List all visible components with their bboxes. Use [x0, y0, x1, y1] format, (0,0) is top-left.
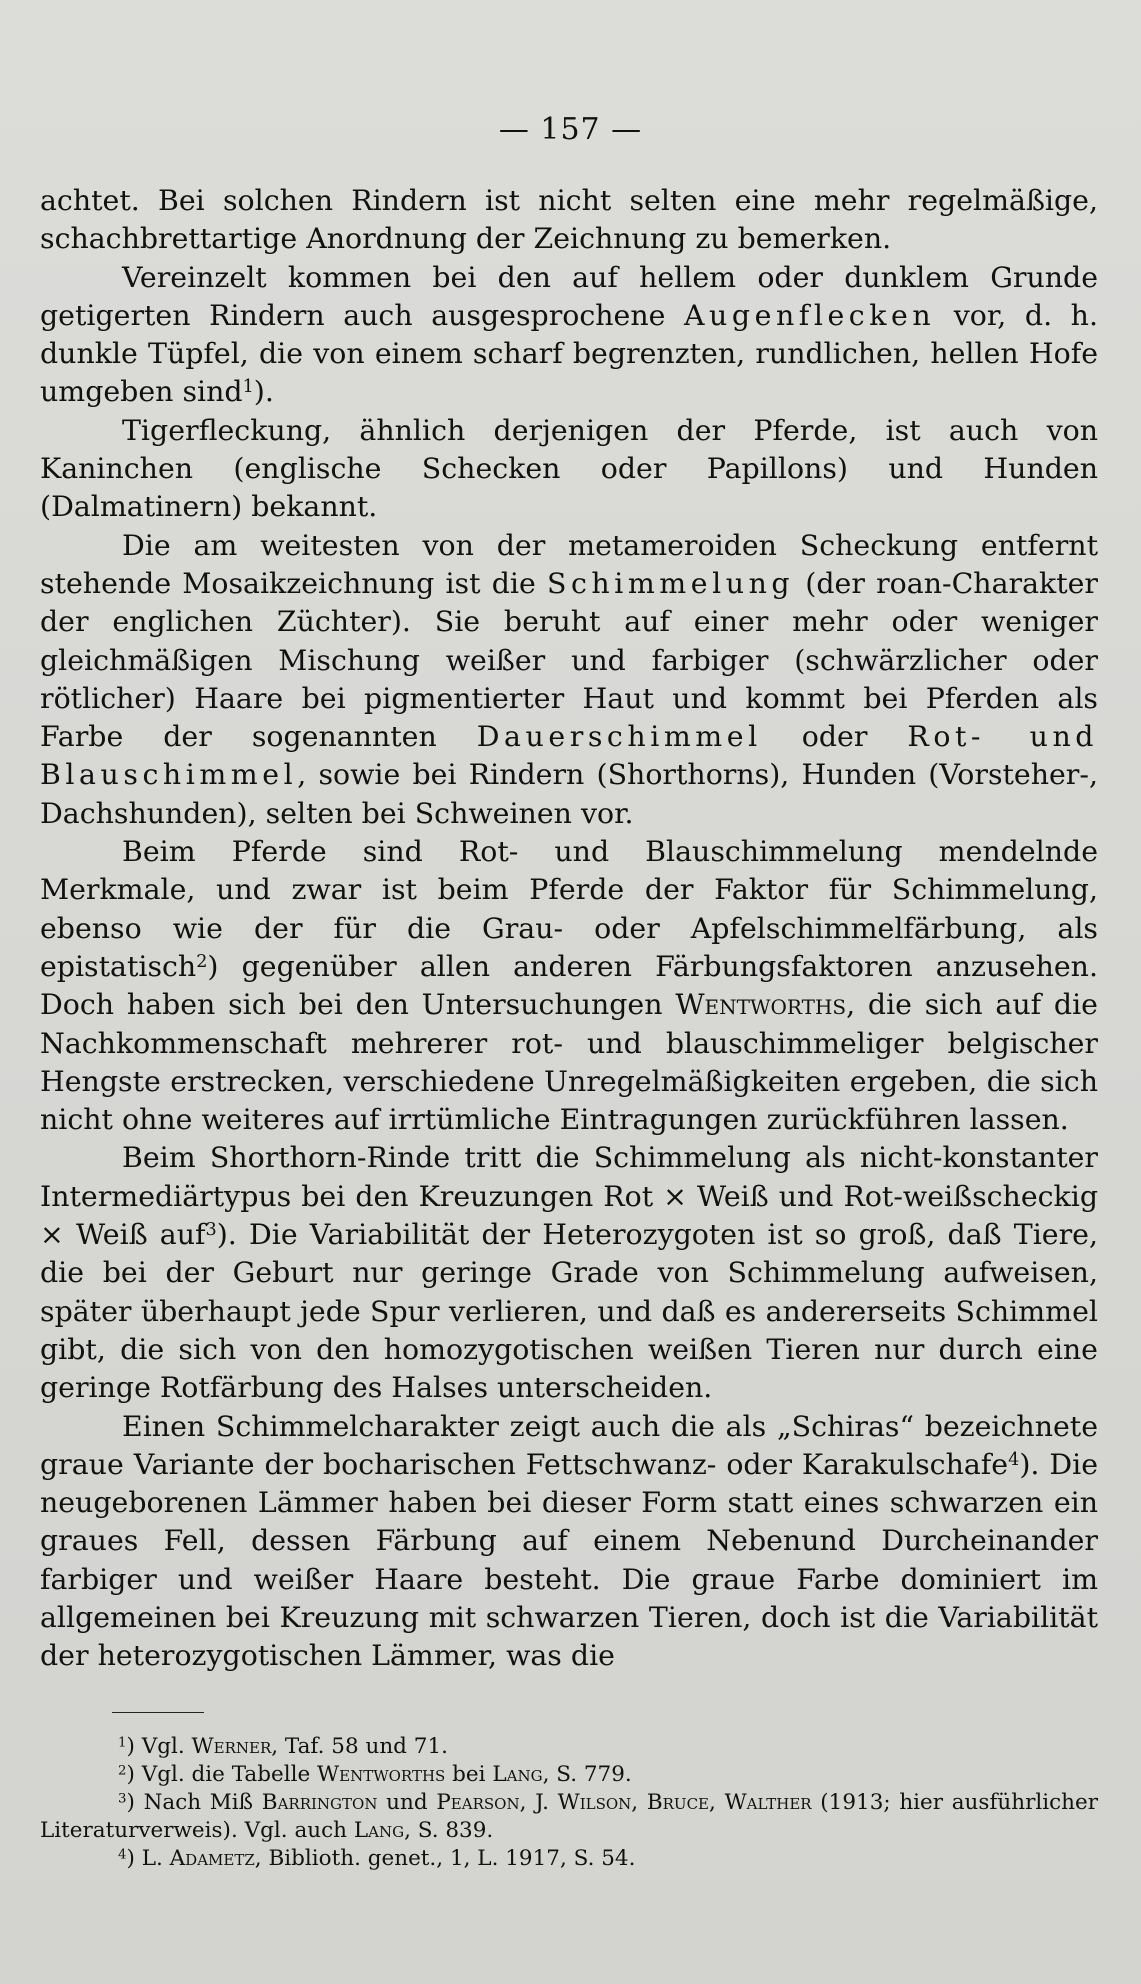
footnote-ref: 4: [118, 1847, 127, 1863]
text-run: ) L.: [126, 1846, 170, 1871]
text-run: , Taf. 58 und 71.: [271, 1734, 448, 1759]
text-run: achtet. Bei solchen Rindern ist nicht selten eine mehr regelmäßige, schachbrettartige Anordnung der Zeichnung zu bemerken.: [40, 184, 1098, 256]
text-run: , die sich auf die Nachkommenschaft mehrerer rot- und blauschimmeliger belgischer Hengste erstrecken, verschiedene Unregelmäßigkeiten ergeben, die sich nicht ohne weiteres auf irrtümliche Eintragungen zurückführen lassen.: [40, 988, 1098, 1137]
spaced-term: Augenflecken: [684, 298, 936, 332]
text-run: bei: [445, 1762, 493, 1787]
text-run: ) gegenüber allen anderen Färbungsfaktoren anzusehen. Doch haben sich bei den Untersuchungen: [40, 949, 1098, 1022]
page-number: — 157 —: [498, 112, 643, 147]
spaced-term: Dauerschimmel: [476, 720, 762, 754]
paragraph-karakul: [40, 1408, 1098, 1676]
author-name: Walther: [724, 1790, 812, 1815]
footnote-4: [40, 1845, 1098, 1873]
footnote-1: [40, 1733, 1098, 1761]
footnote-3: [40, 1789, 1098, 1845]
text-run: ). Die neugeborenen Lämmer haben bei dieser Form statt eines schwarzen ein graues Fell, dessen Färbung auf einem Nebenund Durcheinander farbiger und weißer Haare besteht. Die graue Farbe dominiert im allgemeinen bei Kreuzung mit schwarzen Tieren, doch ist die Variabilität der heterozygotischen Lämmer, was die: [40, 1447, 1098, 1673]
text-run: , S. 839.: [404, 1818, 494, 1843]
author-name: Wentworths: [317, 1762, 446, 1787]
paragraph-continuation: [40, 182, 1098, 259]
text-run: , sowie bei Rindern (Shorthorns), Hunden (Vorsteher-, Dachshunden), selten bei Schweinen vor.: [40, 758, 1098, 830]
footnote-ref: 2: [118, 1763, 127, 1779]
author-name: Lang: [353, 1818, 405, 1843]
text-run: ,: [631, 1790, 647, 1815]
text-run: ).: [253, 375, 274, 409]
author-name: Wilson: [557, 1790, 632, 1815]
text-run: Beim Shorthorn-Rinde tritt die Schimmelung als nicht-konstanter Intermediärtypus bei den Kreuzungen Rot × Weiß und Rot-weißscheckig × Weiß auf: [40, 1141, 1098, 1252]
author-name: Pearson: [436, 1790, 520, 1815]
footnote-ref: 1: [242, 377, 254, 398]
author-name: Lang: [492, 1762, 543, 1787]
footnote-ref: 3: [205, 1220, 217, 1241]
author-name: Adametz: [169, 1846, 255, 1871]
footnote-2: [40, 1761, 1098, 1789]
text-run: , S. 779.: [542, 1762, 632, 1787]
text-run: oder: [761, 720, 908, 754]
text-run: vor, d. h. dunkle Tüpfel, die von einem scharf begrenzten, rundlichen, hellen Hofe umgeben sind: [40, 298, 1098, 409]
author-name: Barrington: [261, 1790, 378, 1815]
footnote-ref: 2: [196, 952, 208, 973]
footnote-ref: 3: [118, 1791, 127, 1807]
text-run: ,: [709, 1790, 725, 1815]
text-run: , J.: [519, 1790, 558, 1815]
text-run: (1913; hier ausführlicher Literaturverweis). Vgl. auch: [40, 1790, 1099, 1843]
text-run: , Biblioth. genet., 1, L. 1917, S. 54.: [254, 1846, 636, 1871]
footnote-ref: 4: [1008, 1450, 1020, 1470]
author-name: Bruce: [646, 1790, 710, 1815]
text-run: und: [377, 1790, 437, 1815]
text-run: ) Nach Miß: [126, 1790, 262, 1815]
body-text: [40, 182, 1098, 1676]
text-run: Einen Schimmelcharakter zeigt auch die als „Schiras“ bezeichnete graue Variante der bocharischen Fettschwanz- oder Karakulschafe: [40, 1409, 1098, 1481]
paragraph-augenflecken: [40, 259, 1098, 412]
footnotes: [40, 1733, 1098, 1873]
spaced-term: Rot- und Blauschimmel: [40, 720, 1098, 792]
paragraph-shorthorn: [40, 1139, 1098, 1407]
author-name: Werner: [191, 1734, 272, 1759]
footnote-divider: [112, 1712, 204, 1713]
paragraph-schimmelung: [40, 527, 1098, 833]
text-run: Die am weitesten von der metameroiden Scheckung entfernt stehende Mosaikzeichnung ist die: [40, 528, 1098, 600]
footnote-ref: 1: [118, 1735, 127, 1751]
spaced-term: Schimmelung: [546, 566, 795, 600]
text-run: Beim Pferde sind Rot- und Blauschimmelung mendelnde Merkmale, und zwar ist beim Pferde der Faktor für Schimmelung, ebenso wie der für die Grau- oder Apfelschimmelfärbung, als epistatisch: [40, 835, 1098, 983]
text-run: ) Vgl. die Tabelle: [126, 1762, 318, 1787]
text-run: ) Vgl.: [126, 1734, 192, 1759]
author-name: Wentworths: [675, 988, 847, 1022]
text-run: (der roan-Charakter der englichen Züchter). Sie beruht auf einer mehr oder weniger gleichmäßigen Mischung weißer und farbiger (schwärzlicher oder rötlicher) Haare bei pigmentierter Haut und kommt bei Pferden als Farbe der sogenannten: [40, 566, 1098, 754]
text-run: ). Die Variabilität der Heterozygoten ist so groß, daß Tiere, die bei der Geburt nur geringe Grade von Schimmelung aufweisen, später überhaupt jede Spur verlieren, und daß es andererseits Schimmel gibt, die sich von den homozygotischen weißen Tieren nur durch eine geringe Rotfärbung des Halses unterscheiden.: [40, 1218, 1098, 1405]
paragraph-pferde-schimmelung: [40, 833, 1098, 1139]
paragraph-tigerfleckung: [40, 412, 1098, 527]
text-run: Tigerfleckung, ähnlich derjenigen der Pferde, ist auch von Kaninchen (englische Schecken oder Papillons) und Hunden (Dalmatinern) bekannt.: [40, 413, 1098, 524]
text-run: Vereinzelt kommen bei den auf hellem oder dunklem Grunde getigerten Rindern auch ausgesprochene: [40, 260, 1098, 332]
